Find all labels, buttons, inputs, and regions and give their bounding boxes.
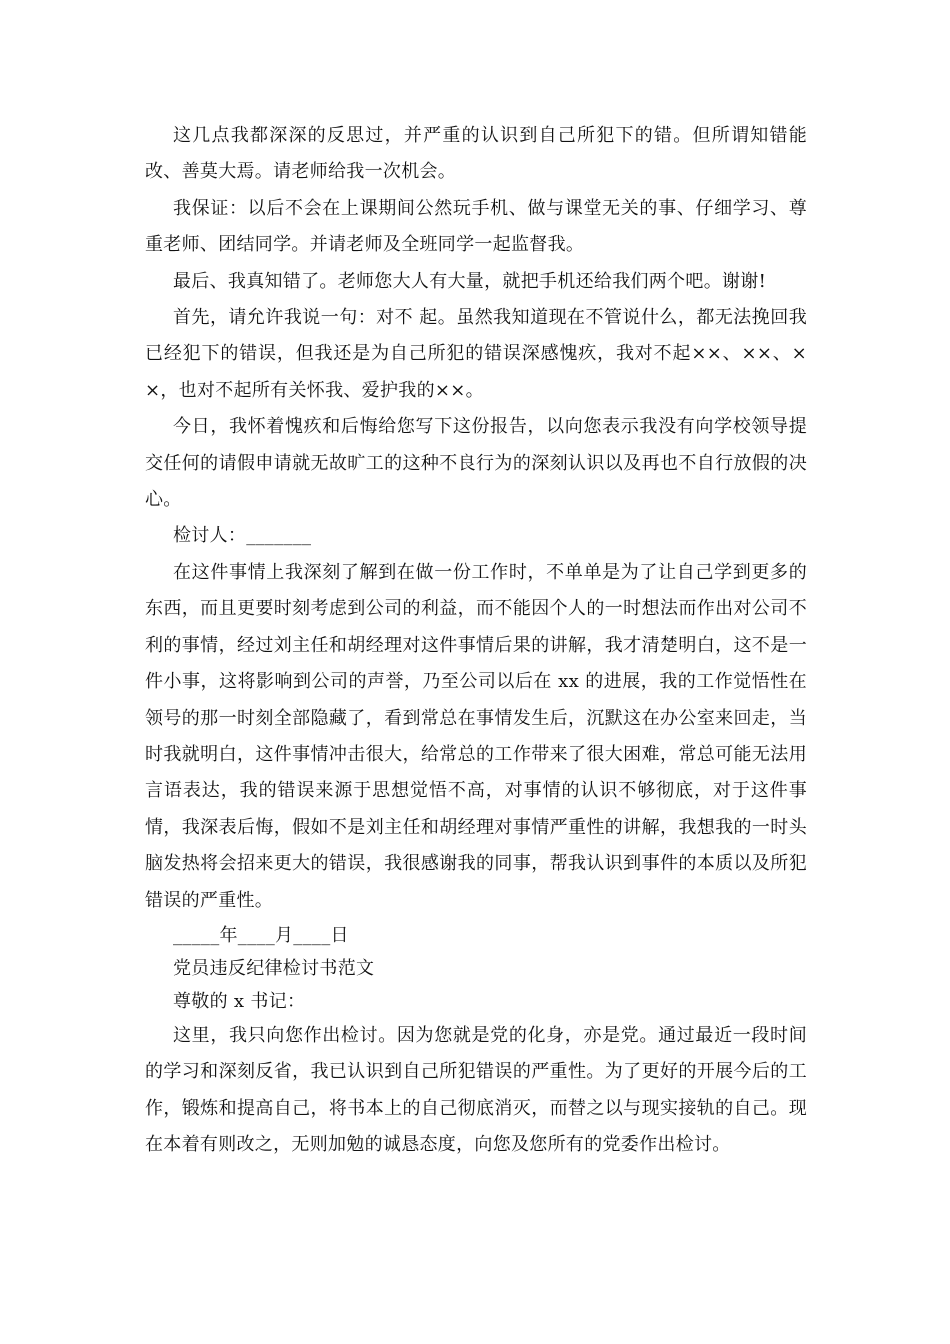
paragraph-apology-phone: 最后、我真知错了。老师您大人有大量，就把手机还给我们两个吧。谢谢! [173,270,767,292]
paragraph-apology-first: 首先，请允许我说一句：对不 起。虽然我知道现在不管说什么，都无法挽回我已经犯下的错误，但我还是为自己所犯的错误深感愧疚，我对不起××、××、××，也对不起所有关怀我、爱护我的××。 [145,307,807,401]
signature-line: 检讨人：_______ [173,525,312,547]
paragraph-party-review: 这里，我只向您作出检讨。因为您就是党的化身，亦是党。通过最近一段时间的学习和深刻反省，我已认识到自己所犯错误的严重性。为了更好的开展今后的工作，锻炼和提高自己，将书本上的自己彻底消灭，而替之以与现实接轨的自己。现在本着有则改之，无则加勉的诚恳态度，向您及您所有的党委作出检讨。 [145,1024,807,1156]
paragraph-work-reflection: 在这件事情上我深刻了解到在做一份工作时，不单单是为了让自己学到更多的东西，而且更要时刻考虑到公司的利益，而不能因个人的一时想法而作出对公司不利的事情，经过刘主任和胡经理对这件事情后果的讲解，我才清楚明白，这不是一件小事，这将影响到公司的声誉，乃至公司以后在 xx 的进展，我的工作觉悟性在领号的那一时刻全部隐藏了，看到常总在事情发生后，沉默这在办公室来回走，当时我就明白，这件事情冲击很大，给常总的工作带来了很大困难，常总可能无法用言语表达，我的错误来源于思想觉悟不高，对事情的认识不够彻底，对于这件事情，我深表后悔，假如不是刘主任和胡经理对事情严重性的讲解，我想我的一时头脑发热将会招来更大的错误，我很感谢我的同事，帮我认识到事件的本质以及所犯错误的严重性。 [145,561,807,911]
paragraph-reflection: 这几点我都深深的反思过，并严重的认识到自己所犯下的错。但所谓知错能改、善莫大焉。请老师给我一次机会。 [145,125,807,183]
date-line: _____年____月____日 [173,924,349,946]
paragraph-absence-report: 今日，我怀着愧疚和后悔给您写下这份报告，以向您表示我没有向学校领导提交任何的请假申请就无故旷工的这种不良行为的深刻认识以及再也不自行放假的决心。 [145,416,807,511]
document-page [145,118,807,1164]
salutation: 尊敬的 x 书记： [173,990,306,1012]
section-title: 党员违反纪律检讨书范文 [173,957,375,979]
paragraph-promise: 我保证：以后不会在上课期间公然玩手机、做与课堂无关的事、仔细学习、尊重老师、团结同学。并请老师及全班同学一起监督我。 [145,197,807,256]
